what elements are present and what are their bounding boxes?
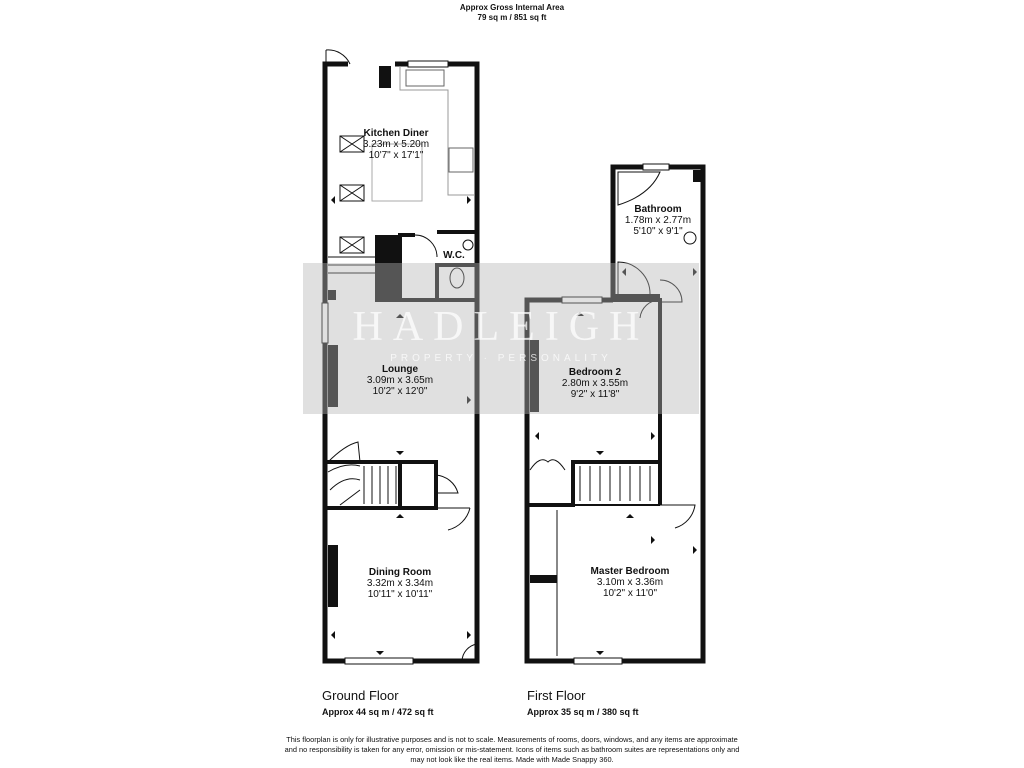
understairs-door	[436, 475, 458, 493]
area-title: Approx Gross Internal Area	[459, 3, 565, 12]
lounge-label	[350, 364, 450, 397]
kitchen-label	[346, 128, 446, 161]
wc-door	[415, 235, 437, 257]
ground-floor-title: Ground Floor	[322, 688, 399, 703]
watermark-name: HADLEIGH	[352, 304, 650, 350]
room-name: Dining Room	[368, 567, 432, 578]
room-metric: 3.32m x 3.34m	[366, 578, 434, 589]
room-imperial: 5'10" x 9'1"	[633, 226, 683, 237]
lounge-stairs	[328, 442, 396, 505]
room-name: Master Bedroom	[590, 566, 670, 577]
room-metric: 3.09m x 3.65m	[366, 375, 434, 386]
kitchen-window	[408, 61, 448, 67]
room-imperial: 10'7" x 17'1"	[368, 150, 424, 161]
bathroom-window	[643, 164, 669, 170]
room-name: Kitchen Diner	[363, 128, 429, 139]
disclaimer-line-1: This floorplan is only for illustrative purposes and is not to scale. Measurements of rooms, doors, windows, and any items are approximate	[286, 735, 738, 744]
master-door	[660, 505, 695, 528]
dining-chimney	[328, 545, 338, 607]
room-name: Bathroom	[634, 204, 682, 215]
disclaimer-line-3: may not look like the real items. Made with Made Snappy 360.	[410, 755, 614, 764]
room-imperial: 9'2" x 11'8"	[570, 389, 620, 400]
master-window	[574, 658, 622, 664]
room-metric: 3.23m x 5.20m	[362, 139, 430, 150]
disclaimer	[240, 735, 784, 765]
first-floor-title: First Floor	[527, 688, 586, 703]
room-name: Lounge	[381, 364, 419, 375]
room-imperial: 10'11" x 10'11"	[367, 589, 433, 600]
first-stairs	[580, 466, 650, 501]
master-bedroom-label	[570, 566, 690, 599]
area-total: 79 sq m / 851 sq ft	[477, 13, 547, 22]
wardrobe-doors	[530, 460, 565, 470]
bathroom-chimney	[693, 170, 701, 182]
master-chimney	[530, 575, 557, 583]
bathroom-label	[608, 204, 708, 237]
wc-label	[437, 250, 471, 261]
ground-floor-area: Approx 44 sq m / 472 sq ft	[322, 707, 434, 717]
room-metric: 1.78m x 2.77m	[624, 215, 692, 226]
disclaimer-line-2: and no responsibility is taken for any error, omission or mis-statement. Icons of items such as bathroom suites are representations only and	[284, 745, 740, 754]
room-metric: 3.10m x 3.36m	[596, 577, 664, 588]
kitchen-sink	[406, 70, 444, 86]
first-floor-area: Approx 35 sq m / 380 sq ft	[527, 707, 639, 717]
watermark-tagline: PROPERTY · PERSONALITY	[390, 353, 612, 364]
kitchen-hob	[449, 148, 473, 172]
dining-door	[436, 508, 470, 530]
room-name: Bedroom 2	[568, 367, 622, 378]
room-imperial: 10'2" x 11'0"	[602, 588, 658, 599]
room-metric: 2.80m x 3.55m	[561, 378, 629, 389]
dining-label	[350, 567, 450, 600]
room-name: W.C.	[443, 250, 465, 261]
room-imperial: 10'2" x 12'0"	[372, 386, 428, 397]
bedroom2-label	[545, 367, 645, 400]
dining-window	[345, 658, 413, 664]
kitchen-chimney	[379, 66, 391, 88]
bathroom-corner-bath	[618, 172, 660, 205]
wc-basin	[463, 240, 473, 250]
